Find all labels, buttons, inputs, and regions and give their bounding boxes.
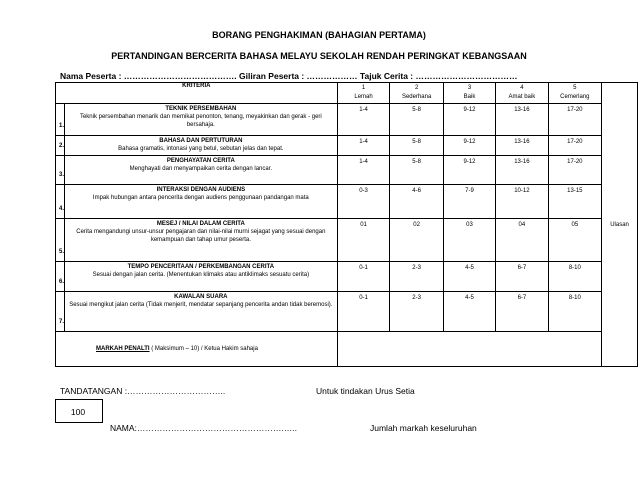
criteria-row <box>56 262 638 292</box>
score-range-cell[interactable]: 6-7 <box>496 292 548 332</box>
criteria-row <box>56 136 638 156</box>
criteria-cell <box>65 156 338 185</box>
urus-setia-label: Untuk tindakan Urus Setia <box>316 386 415 396</box>
score-range-cell[interactable]: 9-12 <box>443 104 495 136</box>
participant-info-line: Nama Peserta : …………………………………. Giliran Peserta : ……………… Tajuk Cerita : ……………………………… <box>60 71 518 81</box>
score-range-cell[interactable]: 10-12 <box>496 185 548 219</box>
score-range-cell[interactable]: 0-1 <box>337 262 390 292</box>
score-range-cell[interactable]: 5-8 <box>390 104 443 136</box>
ulasan-header: Ulasan <box>602 83 638 367</box>
criteria-title: PENGHAYATAN CERITA <box>166 158 235 164</box>
criteria-title: TEKNIK PERSEMBAHAN <box>165 106 237 112</box>
score-range-cell[interactable]: 03 <box>443 219 495 262</box>
score-range-cell[interactable]: 17-20 <box>548 136 601 156</box>
criteria-title: BAHASA DAN PERTUTURAN <box>159 138 243 144</box>
scale-header-1: 1 Lemah <box>337 83 390 104</box>
score-range-cell[interactable]: 13-16 <box>496 156 548 185</box>
row-number: 1. <box>56 104 65 136</box>
criteria-cell <box>65 104 338 136</box>
penalty-title: MARKAH PENALTI <box>96 346 150 352</box>
score-range-cell[interactable]: 13-16 <box>496 136 548 156</box>
criteria-description: Sesuai mengikut jalan cerita (Tidak menjerit, mendatar sepanjang pencerita andan tidak beremosi). <box>69 302 333 308</box>
score-range-cell[interactable]: 13-16 <box>496 104 548 136</box>
score-range-cell[interactable]: 5-8 <box>390 156 443 185</box>
score-range-cell[interactable]: 02 <box>390 219 443 262</box>
criteria-row <box>56 219 638 262</box>
score-range-cell[interactable]: 13-15 <box>548 185 601 219</box>
score-range-cell[interactable]: 5-8 <box>390 136 443 156</box>
penalty-cell <box>56 332 338 367</box>
form-title: BORANG PENGHAKIMAN (BAHAGIAN PERTAMA) <box>212 30 426 40</box>
penalty-note: ( Maksimum – 10) / Ketua Hakim sahaja <box>149 346 258 352</box>
criteria-cell <box>65 262 338 292</box>
criteria-row <box>56 156 638 185</box>
score-range-cell[interactable]: 4-5 <box>443 292 495 332</box>
criteria-cell <box>65 219 338 262</box>
criteria-cell <box>65 185 338 219</box>
score-range-cell[interactable]: 0-1 <box>337 292 390 332</box>
criteria-title: INTERAKSI DENGAN AUDIENS <box>156 187 246 193</box>
row-number: 4. <box>56 185 65 219</box>
kriteria-header: KRITERIA <box>56 83 338 104</box>
criteria-cell <box>65 136 338 156</box>
row-number: 2. <box>56 136 65 156</box>
scale-header-2: 2 Sederhana <box>390 83 443 104</box>
scale-header-4: 4 Amat baik <box>496 83 548 104</box>
score-range-cell[interactable]: 8-10 <box>548 262 601 292</box>
score-range-cell[interactable]: 4-6 <box>390 185 443 219</box>
score-range-cell[interactable]: 6-7 <box>496 262 548 292</box>
row-number: 7. <box>56 292 65 332</box>
name-line: NAMA:…………………………………………….….. <box>110 423 298 433</box>
score-range-cell[interactable]: 01 <box>337 219 390 262</box>
criteria-description: Menghayati dan menyampaikan cerita dengan lancar. <box>129 166 273 172</box>
score-range-cell[interactable]: 17-20 <box>548 156 601 185</box>
criteria-cell <box>65 292 338 332</box>
criteria-row <box>56 104 638 136</box>
signature-line: TANDATANGAN :…………………………….. <box>60 386 226 396</box>
criteria-title: TEMPO PENCERITAAN / PERKEMBANGAN CERITA <box>127 264 275 270</box>
criteria-description: Sesuai dengan jalan cerita. (Menentukan klimaks atau antiklimaks sesuatu cerita) <box>92 272 310 278</box>
scale-header-3: 3 Baik <box>443 83 495 104</box>
row-number: 6. <box>56 262 65 292</box>
score-range-cell[interactable]: 04 <box>496 219 548 262</box>
score-range-cell[interactable]: 8-10 <box>548 292 601 332</box>
criteria-row <box>56 185 638 219</box>
scale-header-5: 5 Cemerlang <box>548 83 601 104</box>
criteria-description: Teknik persembahan menarik dan memikat penonton, tenang, meyakinkan dan gerak - geri bersahaja. <box>79 114 322 128</box>
score-range-cell[interactable]: 9-12 <box>443 136 495 156</box>
row-number: 5. <box>56 219 65 262</box>
penalty-row <box>56 332 638 367</box>
score-range-cell[interactable]: 9-12 <box>443 156 495 185</box>
criteria-row <box>56 292 638 332</box>
criteria-title: KAWALAN SUARA <box>174 294 228 300</box>
row-number: 3. <box>56 156 65 185</box>
criteria-description: Bahasa gramatis, intonasi yang betul, sebutan jelas dan tepat. <box>118 146 284 152</box>
score-range-cell[interactable]: 17-20 <box>548 104 601 136</box>
score-range-cell[interactable]: 1-4 <box>337 156 390 185</box>
criteria-title: MESEJ / NILAI DALAM CERITA <box>156 221 245 227</box>
judging-table <box>55 82 638 367</box>
penalty-score-cell[interactable] <box>337 332 601 367</box>
score-range-cell[interactable]: 2-3 <box>390 292 443 332</box>
total-marks-value: 100 <box>70 407 86 417</box>
score-range-cell[interactable]: 2-3 <box>390 262 443 292</box>
criteria-description: Cerita mengandungi unsur-unsur pengajaran dan nilai-nilai murni sejagat yang sesuai dengan kemampuan dan tahap umur peserta. <box>76 229 326 243</box>
score-range-cell[interactable]: 1-4 <box>337 104 390 136</box>
score-range-cell[interactable]: 1-4 <box>337 136 390 156</box>
competition-title: PERTANDINGAN BERCERITA BAHASA MELAYU SEKOLAH RENDAH PERINGKAT KEBANGSAAN <box>111 51 527 61</box>
score-range-cell[interactable]: 05 <box>548 219 601 262</box>
score-range-cell[interactable]: 7-9 <box>443 185 495 219</box>
score-range-cell[interactable]: 4-5 <box>443 262 495 292</box>
total-marks-label: Jumlah markah keseluruhan <box>370 423 477 433</box>
criteria-description: Impak hubungan antara pencerita dengan audiens penggunaan pandangan mata <box>92 195 309 201</box>
score-range-cell[interactable]: 0-3 <box>337 185 390 219</box>
